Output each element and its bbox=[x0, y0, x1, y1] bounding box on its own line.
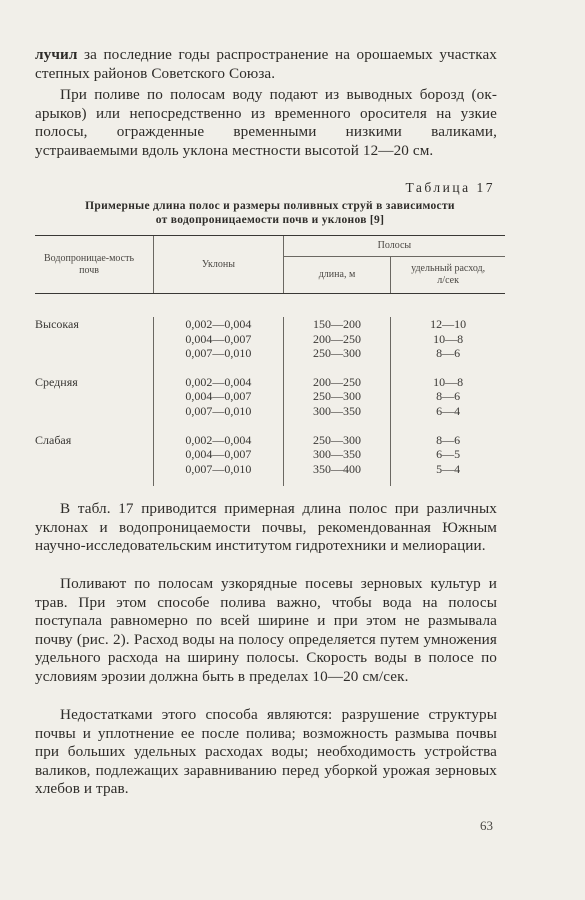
slope-value: 0,007—0,010 bbox=[185, 403, 252, 418]
rate-value: 5—4 bbox=[436, 461, 461, 476]
rate-value: 12—10 bbox=[430, 317, 467, 331]
rate-value: 8—6 bbox=[436, 389, 461, 404]
length-value: 300—350 bbox=[313, 403, 361, 418]
paragraph-continuation bbox=[35, 46, 497, 83]
rate-cell bbox=[391, 317, 505, 361]
slope-cell bbox=[154, 375, 284, 419]
length-cell bbox=[283, 433, 390, 477]
paragraph-lead-word: лучил bbox=[35, 46, 78, 63]
data-table bbox=[35, 235, 505, 486]
rate-value: 6—5 bbox=[436, 447, 461, 462]
page-number: 63 bbox=[480, 818, 493, 833]
slope-value: 0,002—0,004 bbox=[185, 374, 252, 389]
length-value: 150—200 bbox=[313, 317, 361, 331]
slope-value: 0,007—0,010 bbox=[185, 346, 252, 361]
length-value: 350—400 bbox=[313, 461, 361, 476]
table-row-group bbox=[35, 433, 505, 477]
header-strips: Полосы bbox=[283, 236, 505, 257]
header-rate-line-1: удельный расход, bbox=[411, 263, 486, 274]
rate-cell bbox=[391, 433, 505, 477]
slope-value: 0,002—0,004 bbox=[185, 317, 252, 331]
header-length: длина, м bbox=[283, 257, 390, 294]
slope-cell bbox=[154, 433, 284, 477]
paragraph-strip-irrigation: При поливе по полосам воду подают из выводных борозд (ок-арыков) или непосредственно из временного оросителя на узкие полосы, огражденные временными низкими валиками, устраиваемыми вдоль уклона местности высотой 12—20 см. bbox=[35, 86, 497, 159]
slope-value: 0,002—0,004 bbox=[185, 432, 252, 447]
length-value: 200—250 bbox=[313, 331, 361, 346]
slope-value: 0,004—0,007 bbox=[185, 331, 252, 346]
rate-cell bbox=[391, 375, 505, 419]
table-caption-line-1: Примерные длина полос и размеры поливных струй в зависимости bbox=[85, 200, 455, 212]
table-caption-line-2: от водопроницаемости почв и уклонов [9] bbox=[155, 214, 385, 226]
length-value: 250—300 bbox=[313, 432, 361, 447]
rate-value: 10—8 bbox=[433, 374, 464, 389]
table-caption bbox=[35, 199, 505, 227]
table-row-group bbox=[35, 375, 505, 419]
length-cell bbox=[283, 375, 390, 419]
header-permeability: Водопроницае-мость почв bbox=[35, 236, 154, 294]
paragraph-crops: Поливают по полосам узкорядные посевы зерновых культур и трав. При этом способе полива важно, чтобы вода на полосы поступала равномерно по всей ширине и при этом не размывала почву (рис. 2). Расход воды на полосу определяется путем умножения удельного расхода на ширину полосы. Скорость воды в полосе по условиям эрозии должна быть в пределах 10—20 см/сек. bbox=[35, 575, 497, 685]
header-rate-line-2: л/сек bbox=[437, 275, 459, 286]
group-name: Слабая bbox=[35, 432, 72, 447]
rate-value: 10—8 bbox=[433, 331, 464, 346]
header-rate bbox=[391, 257, 505, 294]
slope-value: 0,004—0,007 bbox=[185, 389, 252, 404]
paragraph-drawbacks: Недостатками этого способа являются: разрушение структуры почвы и уплотнение ее после полива; возможность размыва почвы при больших удельных расходах воды; необходимость устройства валиков, подлежащих заравниванию перед уборкой урожая зерновых хлебов и трав. bbox=[35, 706, 497, 798]
header-slopes: Уклоны bbox=[154, 236, 284, 294]
slope-cell bbox=[154, 317, 284, 361]
length-value: 300—350 bbox=[313, 447, 361, 462]
length-cell bbox=[283, 317, 390, 361]
paragraph-table-reference: В табл. 17 приводится примерная длина полос при различных уклонах и водопроницаемости почвы, рекомендованная Южным научно-исследовательским институтом гидротехники и мелиорации. bbox=[35, 500, 497, 555]
rate-value: 8—6 bbox=[436, 432, 461, 447]
length-value: 200—250 bbox=[313, 374, 361, 389]
length-value: 250—300 bbox=[313, 346, 361, 361]
slope-value: 0,004—0,007 bbox=[185, 447, 252, 462]
length-value: 250—300 bbox=[313, 389, 361, 404]
paragraph-text: за последние годы распространение на орошаемых участках степных районов Советского Союза. bbox=[35, 46, 497, 82]
table-label: Таблица 17 bbox=[405, 180, 495, 195]
group-name: Высокая bbox=[35, 317, 79, 331]
table-row-group bbox=[35, 317, 505, 361]
rate-value: 6—4 bbox=[436, 403, 461, 418]
group-name: Средняя bbox=[35, 374, 78, 389]
rate-value: 8—6 bbox=[436, 346, 461, 361]
slope-value: 0,007—0,010 bbox=[185, 461, 252, 476]
